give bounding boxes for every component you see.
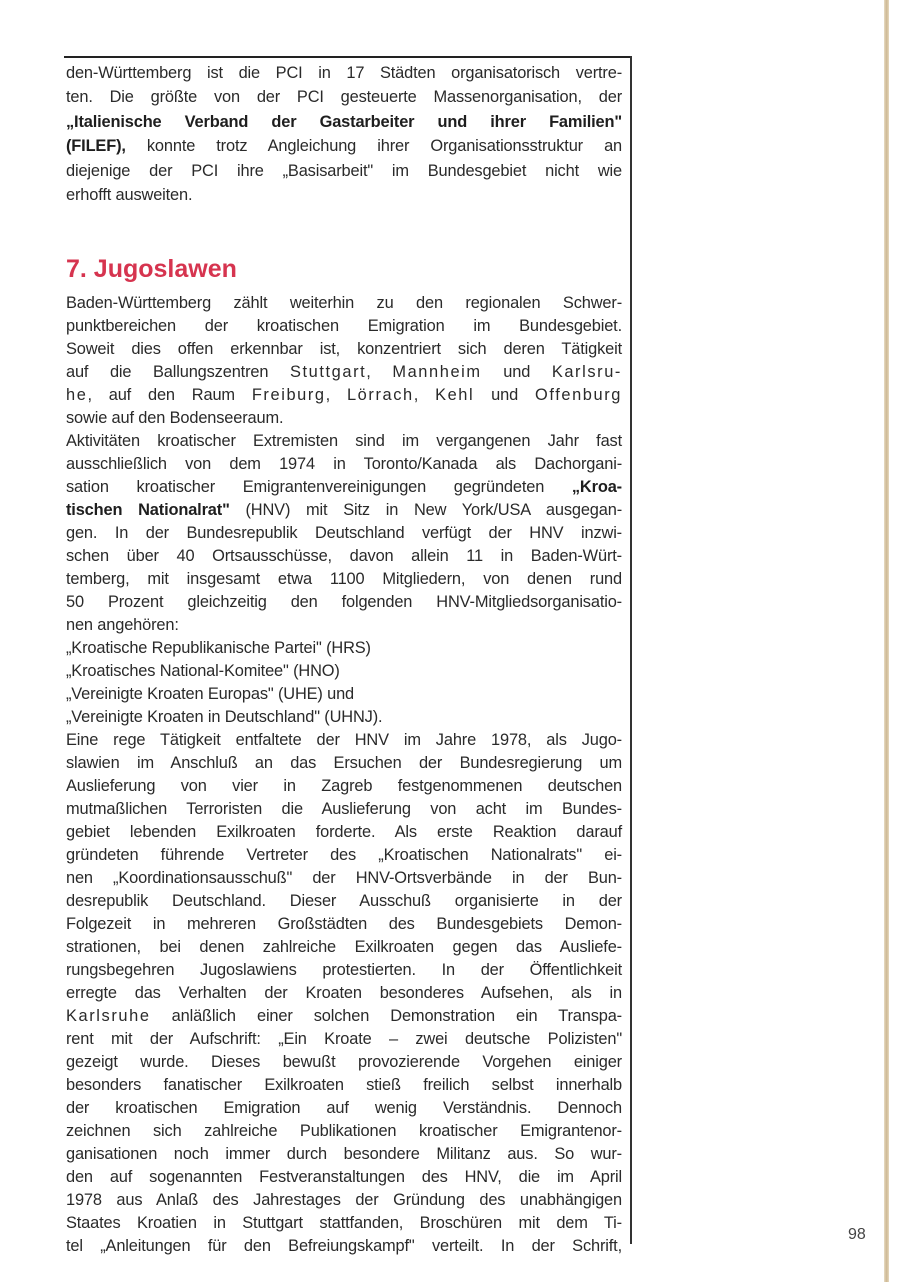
text-segment: Karlsru- [551,363,622,381]
text-line [66,844,622,867]
text-segment: mutmaßlichen Terroristen die Auslieferung von acht im Bundes- [66,800,622,818]
text-line [66,752,622,775]
text-segment: „Vereinigte Kroaten in Deutschland" (UHNJ). [66,708,383,726]
text-line [66,982,622,1005]
text-segment: zeichnen sich zahlreiche Publikationen kroatischer Emigrantenor- [66,1122,622,1140]
page-edge [884,0,889,1282]
text-line [66,1120,622,1143]
text-segment: Staates Kroatien in Stuttgart stattfanden, Broschüren mit dem Ti- [66,1214,622,1232]
text-segment: desrepublik Deutschland. Dieser Ausschuß organisierte in der [66,892,622,910]
text-segment: Auslieferung von vier in Zagreb festgenommenen deutschen [66,777,622,795]
text-segment: gründeten führende Vertreter des „Kroatischen Nationalrats" ei- [66,846,622,864]
text-segment: ten. Die größte von der PCI gesteuerte Massenorganisation, der [66,88,622,107]
text-segment: der kroatischen Emigration auf wenig Verständnis. Dennoch [66,1099,622,1117]
text-line [66,913,622,936]
text-line [66,1189,622,1212]
text-line [66,1097,622,1120]
text-segment: Soweit dies offen erkennbar ist, konzentriert sich deren Tätigkeit [66,340,622,358]
text-line [66,821,622,844]
text-segment: punktbereichen der kroatischen Emigration im Bundesgebiet. [66,317,622,335]
text-segment: sation kroatischer Emigrantenvereinigungen gegründeten [66,478,572,496]
text-line [66,183,622,207]
text-segment: Baden-Württemberg zählt weiterhin zu den regionalen Schwer- [66,294,622,312]
bold-text: (FILEF), [66,137,126,156]
text-segment: den-Württemberg ist die PCI in 17 Städten organisatorisch vertre- [66,64,622,82]
text-segment: ausschließlich von dem 1974 in Toronto/Kanada als Dachorgani- [66,455,622,473]
text-segment: Folgezeit in mehreren Großstädten des Bundesgebiets Demon- [66,915,622,933]
text-segment: gezeigt wurde. Dieses bewußt provozierende Vorgehen einiger [66,1053,622,1071]
text-line [66,568,622,591]
text-line [66,545,622,568]
text-segment: Aktivitäten kroatischer Extremisten sind im vergangenen Jahr fast [66,432,622,450]
text-segment: (HNV) mit Sitz in New York/USA ausgegan- [229,501,622,519]
text-line [66,959,622,982]
text-line [66,1212,622,1235]
text-line [66,315,622,338]
text-line [66,637,622,660]
text-segment: „Kroatische Republikanische Partei" (HRS) [66,639,371,657]
text-segment: Kehl [435,386,475,404]
text-segment: konnte trotz Angleichung ihrer Organisationsstruktur an [125,137,622,156]
text-line [66,775,622,798]
text-segment: Mannheim [392,363,482,381]
text-segment: erregte das Verhalten der Kroaten besonderes Aufsehen, als in [66,984,622,1002]
bold-text: tischen Nationalrat" [66,501,230,519]
text-line [66,614,622,637]
text-line [66,660,622,683]
text-line [66,61,622,85]
text-segment: „Kroatisches National-Komitee" (HNO) [66,662,340,680]
text-line [66,384,622,407]
text-line [66,936,622,959]
text-line [66,407,622,430]
text-line [66,1051,622,1074]
section-heading: 7. Jugoslawen [66,255,237,283]
text-line [66,1028,622,1051]
text-line [66,867,622,890]
text-line [66,338,622,361]
text-segment: rent mit der Aufschrift: „Ein Kroate – zwei deutsche Polizisten" [66,1030,622,1048]
top-rule [64,56,632,58]
text-line [66,476,622,499]
text-segment: tel „Anleitungen für den Befreiungskampf" verteilt. In der Schrift, [66,1237,622,1255]
text-line [66,292,622,315]
text-line [66,1005,622,1028]
text-line [66,453,622,476]
text-segment: , auf den Raum [87,386,252,404]
text-segment: temberg, mit insgesamt etwa 1100 Mitgliedern, von denen rund [66,570,622,588]
text-segment: Offenburg [535,386,622,404]
text-line [66,706,622,729]
text-segment: schen über 40 Ortsausschüsse, davon allein 11 in Baden-Würt- [66,547,622,565]
text-line [66,522,622,545]
text-segment: , [413,386,436,404]
text-line [66,85,622,109]
text-segment: auf die Ballungszentren [66,363,290,381]
text-line [66,134,622,158]
text-segment: anläßlich einer solchen Demonstration ein Transpa- [150,1007,622,1025]
text-line [66,798,622,821]
text-line [66,430,622,453]
text-segment: den auf sogenannten Festveranstaltungen des HNV, die im April [66,1168,622,1186]
text-line [66,591,622,614]
intro-paragraph [66,61,622,207]
text-line [66,499,622,522]
text-segment: sowie auf den Bodenseeraum. [66,409,284,427]
text-segment: , [366,363,393,381]
section-body [66,292,622,1258]
text-segment: diejenige der PCI ihre „Basisarbeit" im Bundesgebiet nicht wie [66,161,622,180]
text-line [66,1235,622,1258]
text-segment: rungsbegehren Jugoslawiens protestierten. In der Öffentlichkeit [66,961,622,979]
page-number: 98 [848,1226,866,1243]
text-segment: „Vereinigte Kroaten Europas" (UHE) und [66,685,355,703]
text-segment: he [66,386,88,404]
text-segment: Karlsruhe [66,1007,151,1025]
text-line [66,110,622,134]
bold-text: „Italienische Verband der Gastarbeiter und ihrer Familien" [66,112,622,131]
text-line [66,683,622,706]
text-segment: , [325,386,347,404]
text-segment: 50 Prozent gleichzeitig den folgenden HNV-Mitgliedsorganisatio- [66,593,622,611]
text-segment: Stuttgart [289,363,367,381]
text-segment: slawien im Anschluß an das Ersuchen der Bundesregierung um [66,754,622,772]
text-segment: Lörrach [346,386,414,404]
text-segment: Freiburg [251,386,326,404]
text-line [66,159,622,183]
text-line [66,361,622,384]
column-rule [630,56,632,1244]
bold-text: „Kroa- [571,478,622,496]
text-segment: gen. In der Bundesrepublik Deutschland verfügt der HNV inzwi- [66,524,622,542]
text-segment: und [481,363,552,381]
text-segment: 1978 aus Anlaß des Jahrestages der Gründung des unabhängigen [66,1191,622,1209]
text-segment: ganisationen noch immer durch besondere Militanz aus. So wur- [66,1145,622,1163]
text-segment: nen „Koordinationsausschuß" der HNV-Ortsverbände in der Bun- [66,869,622,887]
text-segment: erhofft ausweiten. [66,185,193,204]
text-line [66,729,622,752]
text-segment: besonders fanatischer Exilkroaten stieß freilich selbst innerhalb [66,1076,622,1094]
text-line [66,890,622,913]
text-segment: nen angehören: [66,616,179,634]
text-line [66,1166,622,1189]
text-segment: gebiet lebenden Exilkroaten forderte. Als erste Reaktion darauf [66,823,622,841]
text-line [66,1143,622,1166]
text-line [66,1074,622,1097]
text-segment: strationen, bei denen zahlreiche Exilkroaten gegen das Ausliefe- [66,938,622,956]
text-segment: und [474,386,535,404]
text-segment: Eine rege Tätigkeit entfaltete der HNV im Jahre 1978, als Jugo- [66,731,622,749]
